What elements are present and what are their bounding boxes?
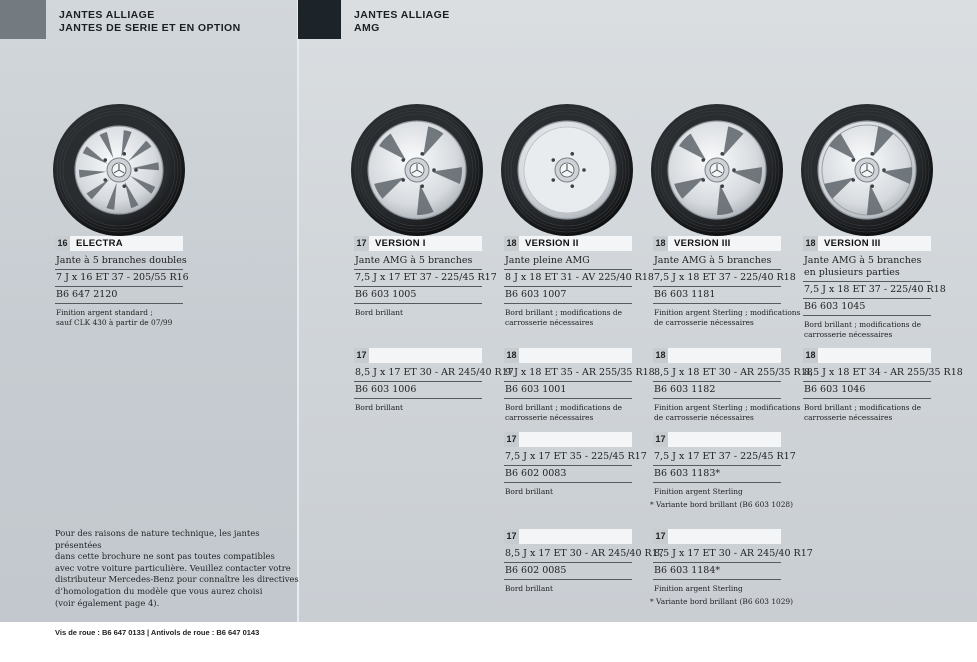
right-section-title <box>354 9 450 35</box>
spec-rule <box>504 465 632 466</box>
spec-line: 8,5 J x 18 ET 34 - AR 255/35 R18 <box>804 367 963 378</box>
spec-rule <box>504 579 632 580</box>
spec-rule <box>653 579 781 580</box>
spec-rule <box>803 381 931 382</box>
spec-header <box>653 529 781 544</box>
spec-rule <box>653 381 781 382</box>
rim-size-badge: 18 <box>803 236 818 251</box>
spec-line: 7,5 J x 17 ET 35 - 225/45 R17 <box>505 451 647 462</box>
spec-line: B6 603 1007 <box>505 289 567 300</box>
spec-note: carrosserie nécessaires <box>804 329 893 339</box>
intro-line: Pour des raisons de nature technique, les jantes présentées <box>55 528 260 550</box>
spec-note: Bord brillant <box>505 584 553 593</box>
spec-note: Bord brillant <box>355 403 403 412</box>
wheel-model-label: ELECTRA <box>76 238 123 249</box>
spec-line: 8,5 J x 18 ET 30 - AR 255/35 R18 <box>654 367 813 378</box>
spec-rule <box>55 303 183 304</box>
spec-line: 7,5 J x 18 ET 37 - 225/40 R18 <box>804 284 946 295</box>
spec-line: Jante AMG à 5 branches <box>654 255 772 266</box>
wheel-image-version-3-multipiece <box>800 103 934 237</box>
left-title-line1: JANTES ALLIAGE <box>59 9 155 21</box>
spec-line: 8,5 J x 17 ET 30 - AR 245/40 R17 <box>355 367 514 378</box>
spec-rule <box>354 381 482 382</box>
spec-note: Bord brillant <box>355 308 403 317</box>
spec-note: Finition argent Sterling ; modifications <box>654 308 801 317</box>
spec-rule <box>653 398 781 399</box>
rim-size-badge: 18 <box>653 348 668 363</box>
spec-rule <box>653 465 781 466</box>
spec-rule <box>504 286 632 287</box>
wheel-model-label: VERSION I <box>375 238 426 249</box>
spec-line: 8,5 J x 17 ET 30 - AR 245/40 R17 <box>654 548 813 559</box>
spec-note: Finition argent standard ; <box>56 308 153 317</box>
spec-note: carrosserie nécessaires <box>505 317 594 327</box>
spec-line: B6 647 2120 <box>56 289 118 300</box>
spec-line: B6 602 0083 <box>505 468 567 479</box>
spec-note: de carrosserie nécessaires <box>654 412 754 422</box>
spec-line: B6 603 1001 <box>505 384 567 395</box>
rim-size-badge: 17 <box>504 432 519 447</box>
spec-line: 7,5 J x 18 ET 37 - 225/40 R18 <box>654 272 796 283</box>
spec-header <box>653 348 781 363</box>
left-title-line2: JANTES DE SERIE ET EN OPTION <box>59 22 241 34</box>
spec-line: B6 603 1005 <box>355 289 417 300</box>
spec-rule <box>653 269 781 270</box>
spec-rule <box>504 269 632 270</box>
spec-rule <box>55 286 183 287</box>
spec-note: carrosserie nécessaires <box>804 412 893 422</box>
spec-rule <box>653 562 781 563</box>
rim-size-badge: 18 <box>803 348 818 363</box>
rim-size-badge: 18 <box>653 236 668 251</box>
spec-note: carrosserie nécessaires <box>505 412 594 422</box>
spec-note: * Variante bord brillant (B6 603 1029) <box>650 596 794 606</box>
spec-rule <box>354 398 482 399</box>
spec-line: 7 J x 16 ET 37 - 205/55 R16 <box>56 272 189 283</box>
spec-rule <box>803 298 931 299</box>
spec-header <box>803 236 931 251</box>
spec-line: B6 603 1181 <box>654 289 716 300</box>
spec-header <box>653 432 781 447</box>
left-section-title <box>59 9 241 35</box>
spec-rule <box>55 269 183 270</box>
compatibility-notice <box>55 528 300 609</box>
wheel-image-version-2 <box>500 103 634 237</box>
spec-line: 8,5 J x 17 ET 30 - AR 245/40 R17 <box>505 548 664 559</box>
right-title-line2: AMG <box>354 22 380 34</box>
spec-rule <box>803 398 931 399</box>
footer-parts-info: Vis de roue : B6 647 0133 | Antivols de roue : B6 647 0143 <box>55 628 260 637</box>
rim-size-badge: 16 <box>55 236 70 251</box>
intro-line: (voir également page 4). <box>55 597 160 608</box>
spec-header <box>504 236 632 251</box>
wheel-model-label: VERSION III <box>824 238 881 249</box>
section-tab-left <box>0 0 46 39</box>
spec-line: B6 603 1184* <box>654 565 721 576</box>
spec-rule <box>803 315 931 316</box>
spec-header <box>803 348 931 363</box>
wheel-model-label: VERSION III <box>674 238 731 249</box>
rim-size-badge: 17 <box>653 432 668 447</box>
spec-rule <box>504 303 632 304</box>
section-tab-right <box>298 0 341 39</box>
spec-rule <box>504 482 632 483</box>
rim-size-badge: 17 <box>504 529 519 544</box>
rim-size-badge: 18 <box>504 348 519 363</box>
intro-line: d’homologation du modèle que vous aurez choisi <box>55 585 263 596</box>
spec-line: en plusieurs parties <box>804 267 900 278</box>
wheel-model-label: VERSION II <box>525 238 579 249</box>
spec-note: de carrosserie nécessaires <box>654 317 754 327</box>
wheel-image-version-3 <box>650 103 784 237</box>
spec-rule <box>653 482 781 483</box>
rim-size-badge: 18 <box>504 236 519 251</box>
spec-rule <box>504 381 632 382</box>
spec-note: Bord brillant ; modifications de <box>505 403 622 412</box>
spec-note: Bord brillant ; modifications de <box>505 308 622 317</box>
spec-note: Finition argent Sterling <box>654 487 743 496</box>
spec-line: B6 603 1045 <box>804 301 866 312</box>
spec-note: Finition argent Sterling ; modifications <box>654 403 801 412</box>
spec-header <box>354 236 482 251</box>
spec-note: Bord brillant ; modifications de <box>804 403 921 412</box>
rim-size-badge: 17 <box>354 348 369 363</box>
spec-line: Jante AMG à 5 branches <box>804 255 922 266</box>
spec-rule <box>354 286 482 287</box>
spec-note: sauf CLK 430 à partir de 07/99 <box>56 317 173 327</box>
spec-rule <box>354 303 482 304</box>
spec-line: B6 602 0085 <box>505 565 567 576</box>
spec-rule <box>803 281 931 282</box>
spec-note: Finition argent Sterling <box>654 584 743 593</box>
intro-line: avec votre voiture particulière. Veuillez contacter votre <box>55 562 291 573</box>
rim-size-badge: 17 <box>354 236 369 251</box>
spec-line: Jante à 5 branches doubles <box>56 255 187 266</box>
intro-line: distributeur Mercedes-Benz pour connaître les directives <box>55 574 299 585</box>
wheel-image-version-1 <box>350 103 484 237</box>
spec-line: 8 J x 18 ET 31 - AV 225/40 R18 <box>505 272 654 283</box>
spec-line: B6 603 1006 <box>355 384 417 395</box>
spec-header <box>354 348 482 363</box>
spec-line: B6 603 1183* <box>654 468 721 479</box>
spec-header <box>653 236 781 251</box>
spec-rule <box>354 269 482 270</box>
spec-line: 7,5 J x 17 ET 37 - 225/45 R17 <box>355 272 497 283</box>
spec-note: Bord brillant ; modifications de <box>804 320 921 329</box>
spec-line: Jante pleine AMG <box>505 255 590 266</box>
right-title-line1: JANTES ALLIAGE <box>354 9 450 21</box>
spec-note: * Variante bord brillant (B6 603 1028) <box>650 499 794 509</box>
spec-line: 9 J x 18 ET 35 - AR 255/35 R18 <box>505 367 655 378</box>
spec-line: 7,5 J x 17 ET 37 - 225/45 R17 <box>654 451 796 462</box>
spec-rule <box>504 562 632 563</box>
spec-rule <box>504 398 632 399</box>
wheel-image-electra <box>52 103 186 237</box>
rim-size-badge: 17 <box>653 529 668 544</box>
spec-line: B6 603 1046 <box>804 384 866 395</box>
intro-line: dans cette brochure ne sont pas toutes compatibles <box>55 551 275 562</box>
spec-rule <box>653 303 781 304</box>
spec-line: B6 603 1182 <box>654 384 716 395</box>
spec-header <box>504 432 632 447</box>
spec-header <box>504 529 632 544</box>
spec-line: Jante AMG à 5 branches <box>355 255 473 266</box>
spec-header <box>504 348 632 363</box>
spec-note: Bord brillant <box>505 487 553 496</box>
spec-rule <box>653 286 781 287</box>
spec-header <box>55 236 183 251</box>
